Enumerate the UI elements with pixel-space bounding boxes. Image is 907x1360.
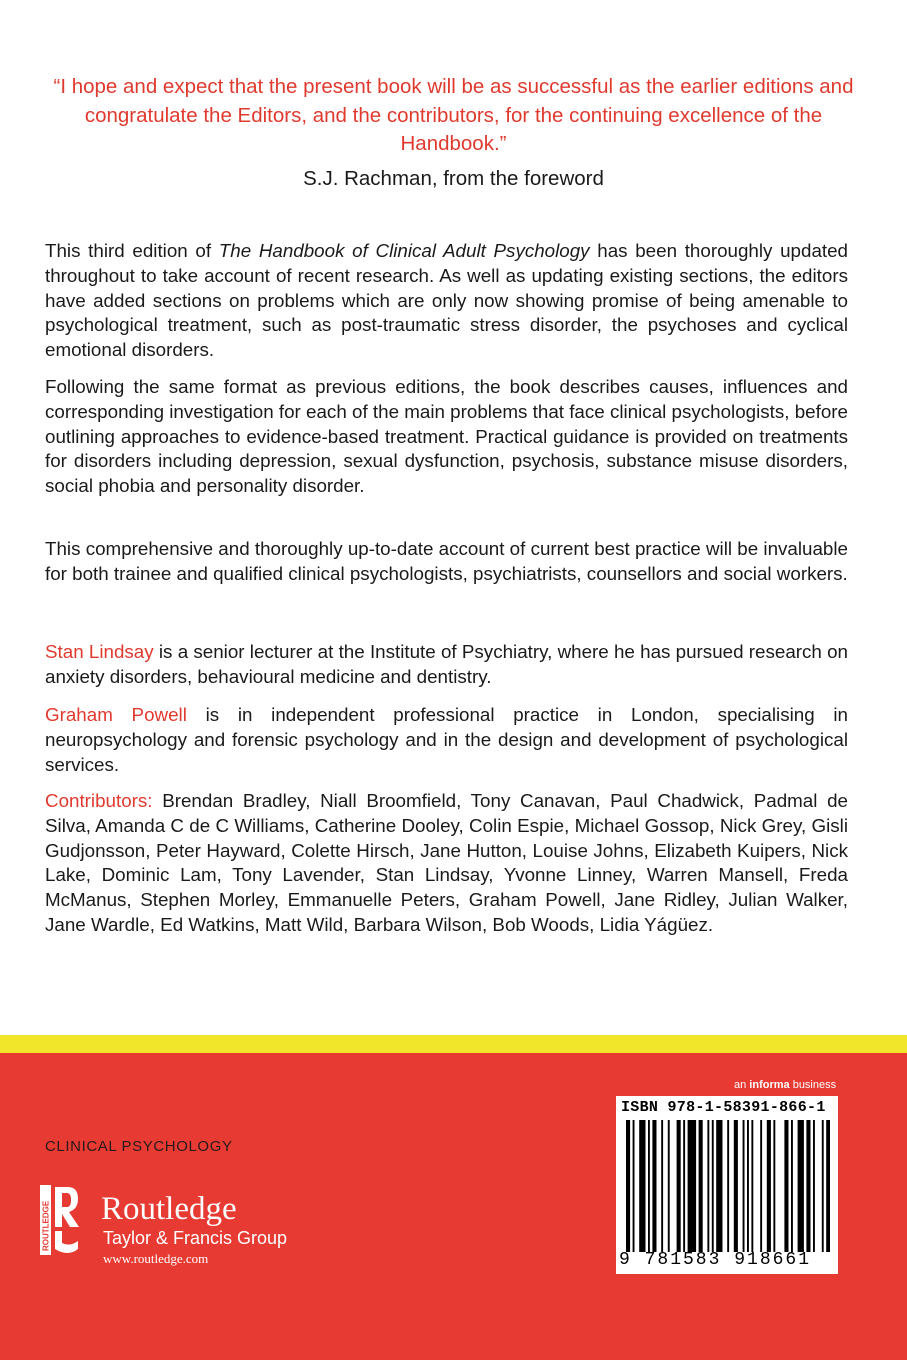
barcode-bar — [716, 1120, 722, 1252]
barcode-bar — [760, 1120, 762, 1252]
barcode-bar — [727, 1120, 729, 1252]
barcode-bar — [677, 1120, 681, 1252]
barcode-bars — [624, 1120, 830, 1252]
barcode-bar — [767, 1120, 771, 1252]
book-title: The Handbook of Clinical Adult Psychology — [218, 240, 590, 261]
barcode-bar — [707, 1120, 709, 1252]
barcode-bar — [661, 1120, 663, 1252]
barcode-bar — [633, 1120, 635, 1252]
description-paragraph-1: This third edition of The Handbook of Clinical Adult Psychology has been thoroughly updated throughout to take account of recent research. As well as updating existing sections, the editors have added sections on problems which are only now showing promise of being amenable to psychological treatment, such as post-traumatic stress disorder, the psychoses and cyclical emotional disorders. — [45, 240, 848, 361]
barcode-bar — [806, 1120, 810, 1252]
barcode-bar — [747, 1120, 749, 1252]
editor-name: Graham Powell — [45, 704, 187, 725]
barcode-bar — [683, 1120, 685, 1252]
publisher-url: www.routledge.com — [103, 1251, 209, 1266]
barcode-bar — [773, 1120, 775, 1252]
barcode-bar — [648, 1120, 650, 1252]
barcode-bar — [668, 1120, 670, 1252]
barcode-bar — [712, 1120, 714, 1252]
logo-side-text: ROUTLEDGE — [41, 1200, 51, 1251]
subject-category: CLINICAL PSYCHOLOGY — [45, 1138, 233, 1155]
barcode-bar — [826, 1120, 830, 1252]
barcode-bar — [784, 1120, 788, 1252]
barcode-bar — [822, 1120, 824, 1252]
barcode-bar — [688, 1120, 697, 1252]
description-paragraph-3: This comprehensive and thoroughly up-to-date account of current best practice will be invaluable for both trainee and qualified clinical psychologists, psychiatrists, counsellors and social workers. — [45, 538, 848, 584]
barcode-bar — [699, 1120, 703, 1252]
quote-attribution: S.J. Rachman, from the foreword — [303, 167, 604, 190]
contributors-list: Contributors: Brendan Bradley, Niall Broomfield, Tony Canavan, Paul Chadwick, Padmal de Silva, Amanda C de C Williams, Catherine Dooley, Colin Espie, Michael Gossop, Nick Grey, Gisli Gudjonsson, Peter Hayward, Colette Hirsch, Jane Hutton, Louise Johns, Elizabeth Kuipers, Nick Lake, Dominic Lam, Tony Lavender, Stan Lindsay, Yvonne Linney, Warren Mansell, Freda McManus, Stephen Morley, Emmanuelle Peters, Graham Powell, Jane Ridley, Julian Walker, Jane Wardle, Ed Watkins, Matt Wild, Barbara Wilson, Bob Woods, Lidia Yágüez. — [45, 790, 848, 935]
publisher-name: Routledge — [101, 1191, 237, 1227]
barcode-bar — [791, 1120, 793, 1252]
barcode-bar — [639, 1120, 645, 1252]
barcode-bar — [734, 1120, 738, 1252]
yellow-divider-band — [0, 1035, 907, 1053]
endorsement-quote: “I hope and expect that the present book will be as successful as the earlier editions and congratulate the Editors, and the contributors, for the continuing excellence of the Handbook.” — [53, 75, 854, 155]
isbn-barcode — [616, 1096, 838, 1274]
barcode-bar — [743, 1120, 745, 1252]
routledge-logo-icon — [40, 1185, 80, 1255]
barcode-bar — [813, 1120, 815, 1252]
barcode-bar — [626, 1120, 630, 1252]
editor-bio-stan-lindsay: Stan Lindsay is a senior lecturer at the Institute of Psychiatry, where he has pursued research on anxiety disorders, behavioural medicine and dentistry. — [45, 641, 848, 687]
barcode-bar — [751, 1120, 753, 1252]
barcode-bar — [652, 1120, 656, 1252]
editor-name: Stan Lindsay — [45, 641, 154, 662]
contributors-label: Contributors: — [45, 790, 153, 811]
description-paragraph-2: Following the same format as previous editions, the book describes causes, influences and corresponding investigation for each of the main problems that face clinical psychologists, before outlining approaches to evidence-based treatment. Practical guidance is provided on treatments for disorders including depression, sexual dysfunction, psychosis, substance misuse disorders, social phobia and personality disorder. — [45, 376, 848, 497]
barcode-digits: 9 781583 918661 — [619, 1250, 812, 1270]
editor-bio-graham-powell: Graham Powell is in independent professional practice in London, specialising in neuropsychology and forensic psychology and in the design and development of psychological services. — [45, 704, 848, 775]
barcode-bar — [798, 1120, 804, 1252]
informa-tagline: an informa business — [734, 1079, 837, 1091]
isbn-label: ISBN 978-1-58391-866-1 — [621, 1099, 826, 1116]
publisher-group: Taylor & Francis Group — [103, 1228, 288, 1248]
